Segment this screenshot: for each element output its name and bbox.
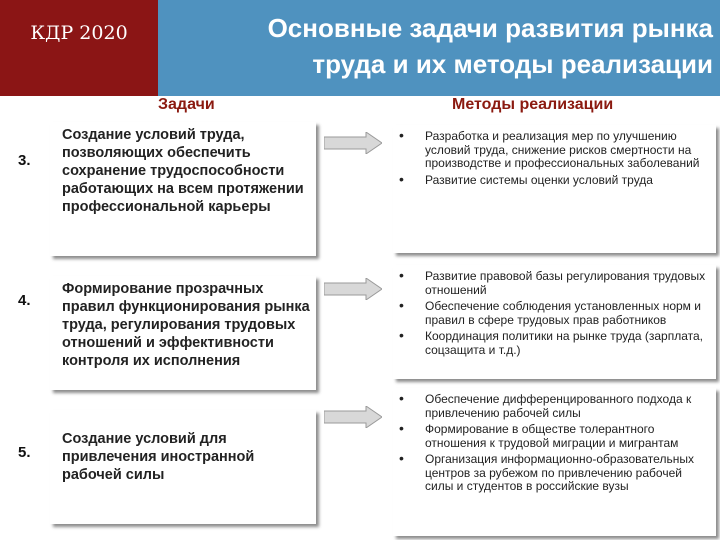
- row-number: 3.: [18, 152, 31, 169]
- method-item: • Формирование в обществе толерантного отношения к трудовой миграции и мигрантам: [425, 423, 710, 450]
- tasks-column-heading: Задачи: [158, 96, 215, 113]
- method-item: • Разработка и реализация мер по улучшению условий труда, снижение рисков смертности на производстве и профессиональных заболеваний: [425, 130, 710, 171]
- row-number: 4.: [18, 292, 31, 309]
- methods-box: [393, 265, 716, 379]
- method-item: • Организация информационно-образовательных центров за рубежом по привлечению рабочей силы и студентов в российские вузы: [425, 453, 710, 494]
- methods-list: [393, 265, 716, 364]
- methods-list: [393, 388, 716, 501]
- methods-box: [393, 125, 716, 253]
- task-box: [50, 122, 316, 256]
- arrow-right-icon: [324, 406, 382, 428]
- task-text: Формирование прозрачных правил функционирования рынка труда, регулирования трудовых отношений и эффективности контроля их исполнения: [62, 281, 310, 369]
- methods-column-heading: Методы реализации: [452, 96, 614, 113]
- task-text: Создание условий труда, позволяющих обеспечить сохранение трудоспособности работающих на всем протяжении профессиональной карьеры: [62, 127, 304, 215]
- arrow-right-icon: [324, 132, 382, 154]
- methods-box: [393, 388, 716, 536]
- kdr-badge: [0, 0, 158, 96]
- methods-list: [393, 125, 716, 194]
- row-number: 5.: [18, 444, 31, 461]
- task-text: Создание условий для привлечения иностранной рабочей силы: [62, 431, 255, 483]
- method-item: • Обеспечение дифференцированного подхода к привлечению рабочей силы: [425, 393, 710, 420]
- task-box: [50, 410, 316, 524]
- title-line-1: Основные задачи развития рынка: [267, 13, 713, 43]
- header-bar: [0, 0, 720, 96]
- method-item: • Развитие системы оценки условий труда: [425, 174, 710, 188]
- title-line-2: труда и их методы реализации: [312, 49, 713, 79]
- arrow-right-icon: [324, 278, 382, 300]
- badge-label: КДР 2020: [30, 22, 128, 44]
- method-item: • Обеспечение соблюдения установленных норм и правил в сфере трудовых прав работников: [425, 300, 710, 327]
- task-box: [50, 276, 316, 390]
- page-title: [168, 10, 713, 82]
- method-item: • Развитие правовой базы регулирования трудовых отношений: [425, 270, 710, 297]
- method-item: • Координация политики на рынке труда (зарплата, соцзащита и т.д.): [425, 330, 710, 357]
